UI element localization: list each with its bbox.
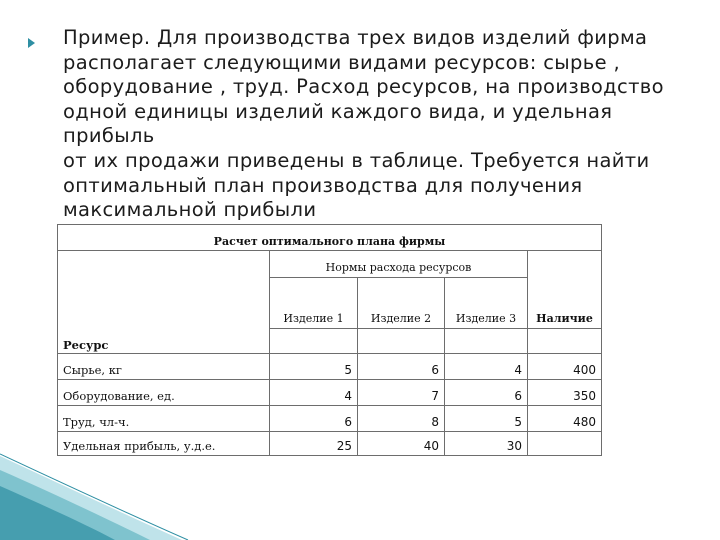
table-empty-cell <box>58 278 270 329</box>
intro-line: максимальной прибыли <box>63 198 317 222</box>
cell-value: 400 <box>528 354 602 380</box>
cell-value: 4 <box>270 380 358 406</box>
cell-value: 4 <box>445 354 528 380</box>
table-empty-cell <box>528 329 602 354</box>
cell-value: 350 <box>528 380 602 406</box>
table-row <box>58 354 602 380</box>
intro-line: Пример. Для производства трех видов изделий фирма <box>63 26 648 49</box>
intro-paragraph <box>63 26 693 223</box>
intro-line: оборудование , труд. Расход ресурсов, на производство <box>63 75 664 99</box>
intro-line: одной единицы изделий каждого вида, и удельная прибыль <box>63 99 613 148</box>
norms-header: Нормы расхода ресурсов <box>270 251 528 278</box>
table-empty-cell <box>270 329 358 354</box>
cell-value <box>528 432 602 456</box>
table-empty-cell <box>528 251 602 278</box>
intro-line: располагает следующими видами ресурсов: сырье , <box>63 50 621 74</box>
column-header: Изделие 3 <box>445 278 528 329</box>
optimal-plan-table <box>57 224 602 456</box>
resource-header: Ресурс <box>58 329 270 354</box>
table-row <box>58 380 602 406</box>
row-label: Удельная прибыль, у.д.е. <box>58 432 270 456</box>
intro-line: от их продажи приведены в таблице. Требуется найти <box>63 148 650 172</box>
cell-value: 40 <box>358 432 445 456</box>
column-header: Наличие <box>528 278 602 329</box>
table-empty-cell <box>358 329 445 354</box>
intro-line: оптимальный план производства для получения <box>63 173 583 197</box>
row-label: Труд, чл-ч. <box>58 406 270 432</box>
cell-value: 6 <box>270 406 358 432</box>
column-header: Изделие 1 <box>270 278 358 329</box>
corner-decoration <box>0 450 190 540</box>
cell-value: 5 <box>270 354 358 380</box>
bullet-arrow-icon <box>28 38 35 48</box>
cell-value: 7 <box>358 380 445 406</box>
cell-value: 25 <box>270 432 358 456</box>
table-empty-cell <box>58 251 270 278</box>
cell-value: 5 <box>445 406 528 432</box>
table-empty-cell <box>445 329 528 354</box>
cell-value: 30 <box>445 432 528 456</box>
row-label: Оборудование, ед. <box>58 380 270 406</box>
row-label: Сырье, кг <box>58 354 270 380</box>
cell-value: 480 <box>528 406 602 432</box>
column-header: Изделие 2 <box>358 278 445 329</box>
cell-value: 6 <box>445 380 528 406</box>
cell-value: 8 <box>358 406 445 432</box>
table-row <box>58 406 602 432</box>
table-title: Расчет оптимального плана фирмы <box>58 225 602 251</box>
cell-value: 6 <box>358 354 445 380</box>
